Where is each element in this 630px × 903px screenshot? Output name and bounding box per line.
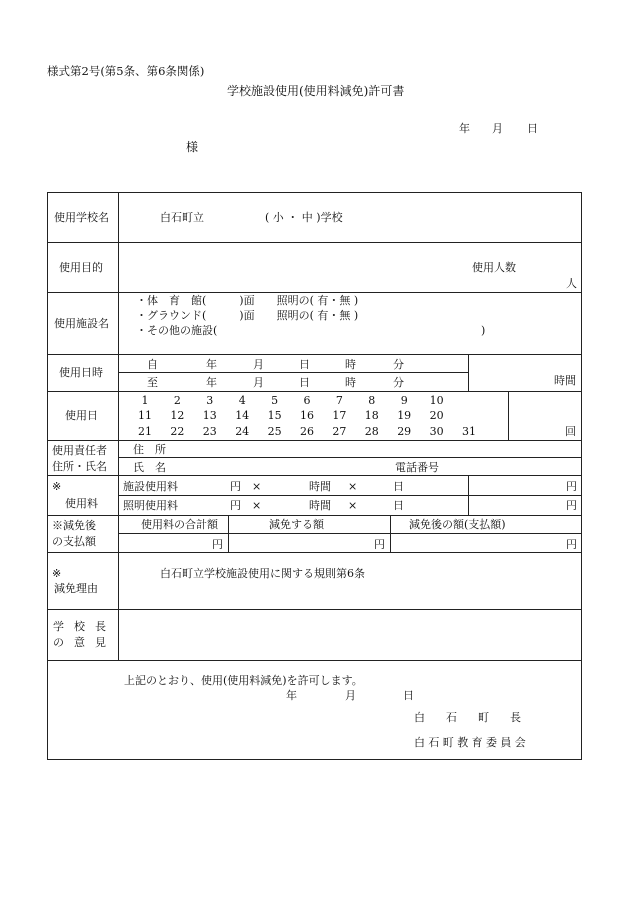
payment-total-yen: 円: [212, 538, 223, 551]
header-date-day: 日: [527, 122, 538, 135]
day-number: 18: [364, 409, 379, 422]
datetime-to-month: 月: [253, 376, 264, 389]
day-number: 4: [238, 394, 246, 407]
facility-fee-total-yen: 円: [566, 480, 577, 493]
form-number: 様式第2号(第5条、第6条関係): [47, 64, 205, 78]
facility-fee-yen: 円: [230, 480, 241, 493]
day-number: 28: [364, 425, 379, 438]
responsible-inner-divider: [118, 457, 582, 458]
row-divider: [47, 515, 582, 516]
payment-col-divider: [228, 515, 229, 552]
day-number: 25: [267, 425, 282, 438]
purpose-label: 使用目的: [59, 261, 103, 274]
datetime-to-hour: 時: [345, 376, 356, 389]
day-number: 29: [397, 425, 412, 438]
datetime-hours-divider: [468, 354, 469, 391]
facility-ground: ・グラウンド( )面 照明の( 有・無 ): [136, 309, 359, 322]
row-divider: [47, 552, 582, 553]
days-count-divider: [508, 391, 509, 440]
day-number: 23: [202, 425, 217, 438]
school-type: ( 小 ・ 中 )学校: [265, 211, 343, 224]
row-divider: [47, 660, 582, 661]
days-label: 使用日: [65, 409, 98, 422]
datetime-from-day: 日: [299, 358, 310, 371]
day-number: 9: [400, 394, 408, 407]
attendees-unit: 人: [566, 277, 577, 290]
responsible-label-1: 使用責任者: [52, 444, 107, 457]
lighting-fee-times: ×: [252, 499, 262, 512]
document-title: 学校施設使用(使用料減免)許可書: [227, 84, 405, 98]
payment-after-yen: 円: [566, 538, 577, 551]
day-number: 8: [368, 394, 376, 407]
lighting-fee-label: 照明使用料: [123, 499, 178, 512]
day-number: 6: [303, 394, 311, 407]
row-divider: [47, 292, 582, 293]
lighting-fee-total-yen: 円: [566, 499, 577, 512]
principal-label-1: 学校長: [53, 620, 116, 633]
lighting-fee-yen: 円: [230, 499, 241, 512]
label-column-divider: [118, 192, 119, 660]
days-times-unit: 回: [565, 425, 576, 438]
approval-month: 月: [345, 689, 356, 702]
day-number: 24: [235, 425, 250, 438]
day-number: 5: [271, 394, 279, 407]
facility-other-close: ): [481, 324, 486, 337]
addressee-honorific: 様: [186, 140, 199, 154]
day-number: 10: [429, 394, 444, 407]
fee-inner-divider: [118, 495, 582, 496]
facility-fee-days: 日: [393, 480, 404, 493]
day-number: 3: [206, 394, 214, 407]
day-number: 2: [173, 394, 181, 407]
day-number: 12: [170, 409, 185, 422]
payment-col-divider: [390, 515, 391, 552]
facility-gym: ・体 育 館( )面 照明の( 有・無 ): [136, 294, 359, 307]
datetime-to: 至: [147, 376, 158, 389]
datetime-to-day: 日: [299, 376, 310, 389]
fee-mark: ※: [52, 480, 62, 493]
facility-fee-times-2: ×: [348, 480, 358, 493]
facility-label: 使用施設名: [54, 317, 109, 330]
facility-fee-times: ×: [252, 480, 262, 493]
day-number: 13: [202, 409, 217, 422]
fee-total-divider: [468, 475, 469, 515]
reason-text: 白石町立学校施設使用に関する規則第6条: [160, 567, 365, 580]
approval-year: 年: [286, 689, 297, 702]
day-number: 30: [429, 425, 444, 438]
header-date-month: 月: [492, 122, 503, 135]
approval-statement: 上記のとおり、使用(使用料減免)を許可します。: [124, 674, 363, 687]
day-number: 14: [235, 409, 250, 422]
payment-label-2: の支払額: [52, 535, 96, 548]
facility-other: ・その他の施設(: [136, 324, 218, 337]
row-divider: [47, 242, 582, 243]
day-number: 31: [462, 425, 476, 438]
attendees-label: 使用人数: [472, 261, 516, 274]
principal-label-2: の意見: [53, 636, 116, 649]
datetime-from-hour: 時: [345, 358, 356, 371]
day-number: 11: [138, 409, 152, 422]
day-number: 7: [335, 394, 343, 407]
datetime-hours-unit: 時間: [554, 374, 576, 387]
facility-fee-hours: 時間: [309, 480, 331, 493]
datetime-from-minute: 分: [393, 358, 404, 371]
row-divider: [47, 475, 582, 476]
day-number: 26: [300, 425, 314, 438]
row-divider: [47, 609, 582, 610]
lighting-fee-days: 日: [393, 499, 404, 512]
datetime-to-minute: 分: [393, 376, 404, 389]
day-number: 27: [332, 425, 347, 438]
datetime-inner-divider: [118, 372, 468, 373]
day-number: 1: [141, 394, 149, 407]
datetime-from-year: 年: [206, 358, 217, 371]
payment-inner-divider: [118, 533, 582, 534]
responsible-phone: 電話番号: [395, 461, 439, 474]
reason-label: 減免理由: [54, 582, 98, 595]
approval-signer-board: 白石町教育委員会: [414, 736, 530, 749]
responsible-address: 住 所: [133, 443, 166, 456]
lighting-fee-hours: 時間: [309, 499, 331, 512]
school-label: 使用学校名: [54, 211, 109, 224]
datetime-from: 自: [147, 358, 158, 371]
row-divider: [47, 391, 582, 392]
payment-col-total: 使用料の合計額: [141, 518, 218, 531]
row-divider: [47, 440, 582, 441]
responsible-name: 氏 名: [133, 461, 166, 474]
datetime-label: 使用日時: [59, 366, 103, 379]
day-number: 21: [138, 425, 152, 438]
row-divider: [47, 354, 582, 355]
payment-label-1: ※減免後: [52, 519, 96, 532]
payment-col-reduction: 減免する額: [269, 518, 324, 531]
payment-reduction-yen: 円: [374, 538, 385, 551]
reason-mark: ※: [52, 567, 62, 580]
header-date-year: 年: [459, 122, 470, 135]
day-number: 15: [267, 409, 282, 422]
day-number: 16: [300, 409, 314, 422]
approval-day: 日: [403, 689, 414, 702]
datetime-from-month: 月: [253, 358, 264, 371]
day-number: 20: [429, 409, 444, 422]
school-town: 白石町立: [160, 211, 204, 224]
facility-fee-label: 施設使用料: [123, 480, 178, 493]
approval-signer-mayor: 白石町長: [414, 711, 542, 724]
responsible-label-2: 住所・氏名: [52, 460, 107, 473]
day-number: 19: [397, 409, 412, 422]
day-number: 17: [332, 409, 347, 422]
lighting-fee-times-2: ×: [348, 499, 358, 512]
payment-col-after: 減免後の額(支払額): [409, 518, 506, 531]
day-number: 22: [170, 425, 185, 438]
fee-label: 使用料: [65, 497, 98, 510]
datetime-to-year: 年: [206, 376, 217, 389]
